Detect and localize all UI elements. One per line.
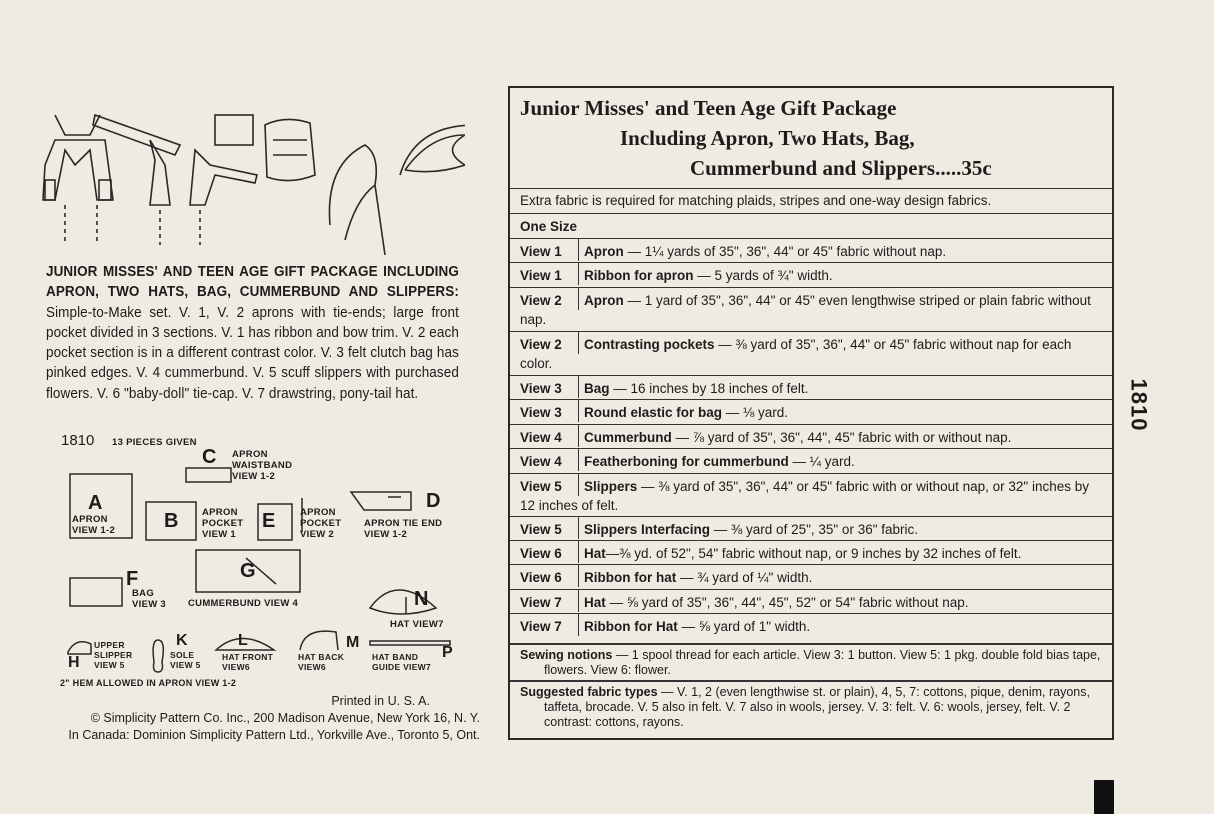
view-label: View 6 xyxy=(520,570,562,585)
piece-letter-p: P xyxy=(442,644,453,661)
suggested-fabrics xyxy=(510,680,1112,738)
sewing-notions xyxy=(510,643,1112,681)
notions-label: Sewing notions xyxy=(520,648,613,662)
corner-mark xyxy=(1094,780,1114,814)
piece-label-m: HAT BACK VIEW6 xyxy=(298,652,345,672)
view-label: View 2 xyxy=(520,337,562,352)
size-row xyxy=(510,213,1112,238)
piece-letter-h: H xyxy=(68,654,80,671)
item-requirement: — 1¼ yards of 35", 36", 44" or 45" fabric without nap. xyxy=(623,244,947,259)
view-label: View 5 xyxy=(520,522,562,537)
piece-letter-l: L xyxy=(238,632,248,649)
piece-label-a: APRON VIEW 1-2 xyxy=(72,514,116,536)
apron-view2-sketch xyxy=(93,115,257,245)
row-content xyxy=(520,477,1104,515)
item-name: Apron xyxy=(584,244,624,259)
piece-letter-m: M xyxy=(346,634,360,651)
piece-label-c: APRON WAISTBAND VIEW 1-2 xyxy=(232,449,293,482)
bag-sketch xyxy=(215,115,253,145)
chart-title-line1: Junior Misses' and Teen Age Gift Package xyxy=(520,96,897,120)
row-content xyxy=(520,568,1104,587)
view-label: View 1 xyxy=(520,268,562,283)
item-name: Featherboning for cummerbund xyxy=(584,454,789,469)
view-label: View 5 xyxy=(520,479,562,494)
piece-letter-f: F xyxy=(126,568,139,590)
yardage-row xyxy=(510,238,1112,263)
row-content xyxy=(520,242,1104,261)
piece-label-l: HAT FRONT VIEW6 xyxy=(222,652,274,672)
yardage-row xyxy=(510,448,1112,474)
pieces-count: 13 PIECES GIVEN xyxy=(112,437,197,448)
piece-letter-c: C xyxy=(202,446,217,468)
yardage-row xyxy=(510,399,1112,425)
piece-label-h: UPPER SLIPPER VIEW 5 xyxy=(94,640,133,670)
canada-address: In Canada: Dominion Simplicity Pattern Ltd., Yorkville Ave., Toronto 5, Ont. xyxy=(68,728,480,742)
item-requirement: — ⅞ yard of 35", 36", 44", 45" fabric with or without nap. xyxy=(671,430,1012,445)
item-name: Ribbon for hat xyxy=(584,570,677,585)
apron-view1-sketch xyxy=(43,115,113,245)
piece-letter-d: D xyxy=(426,490,441,512)
view-illustrations xyxy=(35,105,465,255)
row-content xyxy=(520,403,1104,422)
fabrics-text: — V. 1, 2 (even lengthwise st. or plain), 4, 5, 7: cottons, pique, denim, rayons, taffeta, brocade. V. 5 also in felt. V. 7 also in wools, jersey. V. 3: felt. V. 6: wools, jersey, felt. V. 2 contrast: cottons, rayons. xyxy=(544,685,1090,729)
piece-label-d: APRON TIE END VIEW 1-2 xyxy=(364,518,443,540)
row-content xyxy=(520,428,1104,447)
yardage-row xyxy=(510,589,1112,614)
row-content xyxy=(520,266,1104,285)
item-name: Hat xyxy=(584,595,606,610)
piece-letter-a: A xyxy=(88,492,103,514)
extra-fabric-text: Extra fabric is required for matching plaids, stripes and one-way design fabrics. xyxy=(520,193,992,208)
item-name: Cummerbund xyxy=(584,430,672,445)
item-name: Bag xyxy=(584,381,610,396)
view-label: View 4 xyxy=(520,430,562,445)
yardage-row xyxy=(510,516,1112,541)
item-name: Contrasting pockets xyxy=(584,337,715,352)
view-label: View 1 xyxy=(520,244,562,259)
row-content xyxy=(520,335,1104,373)
hem-note: 2" HEM ALLOWED IN APRON VIEW 1-2 xyxy=(60,678,237,688)
item-requirement: — 16 inches by 18 inches of felt. xyxy=(609,381,809,396)
item-requirement: — ⅝ yard of 35", 36", 44", 45", 52" or 54" fabric without nap. xyxy=(605,595,969,610)
piece-letter-k: K xyxy=(176,632,188,649)
row-content xyxy=(520,593,1104,612)
piece-letter-g: G xyxy=(240,560,256,582)
yardage-row xyxy=(510,564,1112,590)
view-label: View 7 xyxy=(520,595,562,610)
pattern-number: 1810 xyxy=(61,432,95,449)
yardage-row xyxy=(510,424,1112,449)
row-content xyxy=(520,617,1104,636)
description-heading: JUNIOR MISSES' AND TEEN AGE GIFT PACKAGE INCLUDING APRON, TWO HATS, BAG, CUMMERBUND AND SLIPPERS: xyxy=(46,264,459,301)
item-name: Apron xyxy=(584,293,624,308)
piece-label-e: APRON POCKET VIEW 2 xyxy=(300,507,342,540)
piece-label-b: APRON POCKET VIEW 1 xyxy=(202,507,244,540)
view-label: View 6 xyxy=(520,546,562,561)
item-requirement: — ⅜ yard of 25", 35" or 36" fabric. xyxy=(710,522,919,537)
piece-label-p: HAT BAND GUIDE VIEW7 xyxy=(372,652,432,672)
chart-title-line2: Including Apron, Two Hats, Bag, xyxy=(620,126,915,150)
yardage-row xyxy=(510,331,1112,376)
item-requirement: — 5 yards of ¾" width. xyxy=(693,268,833,283)
publisher-footer xyxy=(46,693,480,744)
piece-label-k: SOLE VIEW 5 xyxy=(170,650,201,670)
piece-label-g: CUMMERBUND VIEW 4 xyxy=(188,598,299,609)
piece-letter-b: B xyxy=(164,510,179,532)
item-name: Ribbon for apron xyxy=(584,268,694,283)
item-requirement: — ⅝ yard of 1" width. xyxy=(677,619,811,634)
tie-cap-sketch xyxy=(329,145,385,255)
item-requirement: —⅜ yd. of 52", 54" fabric without nap, or 9 inches by 32 inches of felt. xyxy=(605,546,1022,561)
row-content xyxy=(520,520,1104,539)
yardage-row xyxy=(510,613,1112,639)
view-label: View 4 xyxy=(520,454,562,469)
view-label: View 3 xyxy=(520,381,562,396)
item-name: Ribbon for Hat xyxy=(584,619,678,634)
description-body: Simple-to-Make set. V. 1, V. 2 aprons with tie-ends; large front pocket divided in 3 sections. V. 1 has ribbon and bow trim. V. 2 each pocket section is in a different contrast color. V. 3 felt clutch bag has pinked edges. V. 4 cummerbund. V. 5 scuff slippers with purchased flowers. V. 6 "baby-doll" tie-cap. V. 7 drawstring, pony-tail hat. xyxy=(46,304,459,402)
item-requirement: — 1 yard of 35", 36", 44" or 45" even lengthwise striped or plain fabric without nap. xyxy=(520,293,1091,327)
yardage-row xyxy=(510,375,1112,400)
item-requirement: — ¾ yard of ¼" width. xyxy=(676,570,813,585)
notions-text: — 1 spool thread for each article. View 3: 1 button. View 5: 1 pkg. double fold bias tape, flowers. View 6: flower. xyxy=(544,648,1101,677)
extra-fabric-note xyxy=(510,188,1112,211)
item-name: Round elastic for bag xyxy=(584,405,723,420)
item-name: Slippers Interfacing xyxy=(584,522,711,537)
yardage-chart xyxy=(508,86,1114,740)
item-name: Slippers xyxy=(584,479,638,494)
ponytail-hat-sketch xyxy=(400,125,465,175)
cummerbund-sketch xyxy=(265,119,315,180)
row-content xyxy=(520,544,1104,563)
yardage-row xyxy=(510,473,1112,517)
size-label: One Size xyxy=(520,219,578,234)
row-content xyxy=(520,291,1104,329)
yardage-row xyxy=(510,540,1112,565)
row-content xyxy=(520,379,1104,398)
chart-title-line3: Cummerbund and Slippers.....35c xyxy=(690,156,992,180)
view-label: View 3 xyxy=(520,405,562,420)
fabrics-label: Suggested fabric types xyxy=(520,685,658,699)
piece-label-n: HAT VIEW7 xyxy=(390,619,444,630)
yardage-row xyxy=(510,262,1112,288)
view-label: View 7 xyxy=(520,619,562,634)
side-pattern-number: 1810 xyxy=(1126,378,1152,432)
item-requirement: — ⅜ yard of 35", 36", 44" or 45" fabric without nap for each color. xyxy=(520,337,1072,371)
piece-letter-n: N xyxy=(414,588,429,610)
item-requirement: — ⅜ yard of 35", 36", 44" or 45" fabric with or without nap, or 32" inches by 12 inches of felt. xyxy=(520,479,1089,513)
piece-label-f: BAG VIEW 3 xyxy=(132,588,167,610)
printed-in: Printed in U. S. A. xyxy=(331,694,430,708)
view-label: View 2 xyxy=(520,293,562,308)
item-name: Hat xyxy=(584,546,606,561)
pattern-description xyxy=(46,262,459,404)
yardage-row xyxy=(510,287,1112,332)
row-content xyxy=(520,452,1104,471)
item-requirement: — ¼ yard. xyxy=(788,454,855,469)
copyright: © Simplicity Pattern Co. Inc., 200 Madison Avenue, New York 16, N. Y. xyxy=(90,711,480,725)
item-requirement: — ⅛ yard. xyxy=(722,405,789,420)
piece-letter-e: E xyxy=(262,510,276,532)
